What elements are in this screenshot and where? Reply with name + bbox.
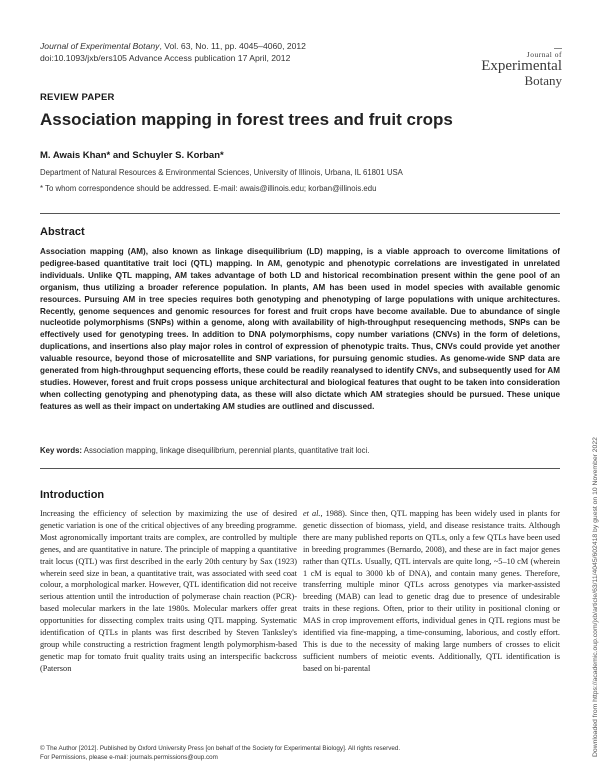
abstract-heading: Abstract	[40, 226, 85, 238]
copyright-line: © The Author [2012]. Published by Oxford University Press [on behalf of the Society for Experimental Biology]. All rights reserved.	[40, 745, 401, 752]
paper-type: REVIEW PAPER	[40, 92, 115, 103]
introduction-heading: Introduction	[40, 489, 105, 501]
permissions-line: For Permissions, please e-mail: journals.permissions@oup.com	[40, 754, 218, 761]
keywords	[40, 446, 560, 455]
citation-et-al: et al.	[303, 509, 321, 518]
introduction-column-2-text: , 1988). Since then, QTL mapping has been widely used in plants for genetic dissection of biomass, yield, and disease resistance traits. Although there are many published reports on QTLs, only a few QTLs have been used in breeding programmes (Bernardo, 2008), and these are in fact major genes rather than QTLs. Usually, QTL intervals are quite long, ~5–10 cM (wherein 1 cM is equal to 3000 kb of DNA), and contain many genes. Therefore, transferring multiple minor QTLs across genotypes via marker-assisted breeding (MAB) can lead to genetic drag due to presence of undesirable traits in these regions. Often, prior to their utility in positional cloning or MAS in crop improvement efforts, individual genes in QTL regions must be identified via fine-mapping, a time-consuming, laborious, and costly effort. This is due to the necessity of making large numbers of crosses to elicit sufficient numbers of meiotic events. Additionally, QTL identification is based on bi-parental	[303, 509, 560, 673]
download-watermark-text: Downloaded from https://academic.oup.com/jxb/article/63/11/4045/602418 by guest on 10 November 2022	[592, 437, 599, 757]
keywords-text: Association mapping, linkage disequilibrium, perennial plants, quantitative trait loci.	[83, 446, 370, 455]
journal-reference: , Vol. 63, No. 11, pp. 4045–4060, 2012	[159, 41, 306, 51]
affiliation: Department of Natural Resources & Environmental Sciences, University of Illinois, Urbana, IL 61801 USA	[40, 168, 403, 177]
keywords-label: Key words:	[40, 446, 83, 455]
journal-citation	[40, 40, 306, 64]
logo-mark	[554, 48, 562, 55]
paper-title: Association mapping in forest trees and fruit crops	[40, 110, 453, 129]
logo-line-1: Experimental	[481, 58, 562, 74]
introduction-column-2	[303, 508, 560, 675]
logo-line-2: Botany	[524, 73, 562, 88]
author-list: M. Awais Khan* and Schuyler S. Korban*	[40, 150, 224, 161]
divider-bottom	[40, 468, 560, 469]
correspondence: * To whom correspondence should be addressed. E-mail: awais@illinois.edu; korban@illinois.edu	[40, 184, 377, 193]
logo-small-text: Journal of	[526, 50, 562, 59]
abstract-text: Association mapping (AM), also known as linkage disequilibrium (LD) mapping, is a viable approach to overcome limitations of pedigree-based quantitative trait loci (QTL) mapping. In AM, genotypic and phenotypic correlations are investigated in unrelated individuals. Unlike QTL mapping, AM takes advantage of both LD and historical recombination present within the gene pool of an organism, thus utilizing a broader reference population. In plants, AM has been used in model species with available genomic resources. Pursuing AM in tree species requires both genotyping and phenotyping of large populations with unique architectures. Recently, genome sequences and genomic resources for forest and fruit crops have become available. Due to abundance of single nucleotide polymorphisms (SNPs) within a genome, along with availability of high-throughput resequencing methods, SNPs can be effectively used for genotyping trees. In addition to DNA polymorphisms, copy number variations (CNVs) in the form of deletions, duplications, and insertions also play major roles in control of expression of phenotypic traits. Thus, CNVs could provide yet another valuable resource, beyond those of microsatellite and SNP variations, for pursuing genomic studies. As genome-wide SNP data are generated from high-throughput sequencing efforts, these could be readily reanalysed to identify CNVs, and subsequently used for AM studies. However, forest and fruit crops possess unique architectural and biological features that ought to be taken into consideration when collecting genotyping and phenotyping data, as these will also dictate which AM strategies should be pursued. These unique features as well as their impact on undertaking AM studies are outlined and discussed.	[40, 247, 560, 411]
journal-name: Journal of Experimental Botany	[40, 41, 160, 51]
journal-logo	[466, 50, 562, 88]
introduction-column-1: Increasing the efficiency of selection by maximizing the use of desired genetic variation is one of the critical objectives of any breeding programme. Most agronomically important traits are complex, are controlled by multiple genes, and are quantitative in nature. The principle of mapping a quantitative trait locus (QTL) was first described in the early 20th century by Sax (1923) wherein seed size in bean, a quantitative trait, was associated with seed coat colour, a morphological marker. However, QTL identification did not receive serious attention until the introduction of polymerase chain reaction (PCR)-based molecular markers in the late 1980s. Molecular markers offer great opportunities for dissecting complex traits using QTL mapping. Systematic identification of QTLs in plants was first described by Steven Tanksley's group while constructing a restriction fragment length polymorphism-based genetic map for tomato fruit quality traits using an interspecific backcross (Paterson	[40, 509, 297, 673]
doi-line: doi:10.1093/jxb/ers105 Advance Access publication 17 April, 2012	[40, 53, 291, 63]
download-watermark	[583, 197, 599, 757]
divider-top	[40, 213, 560, 214]
copyright-footer	[40, 744, 400, 762]
